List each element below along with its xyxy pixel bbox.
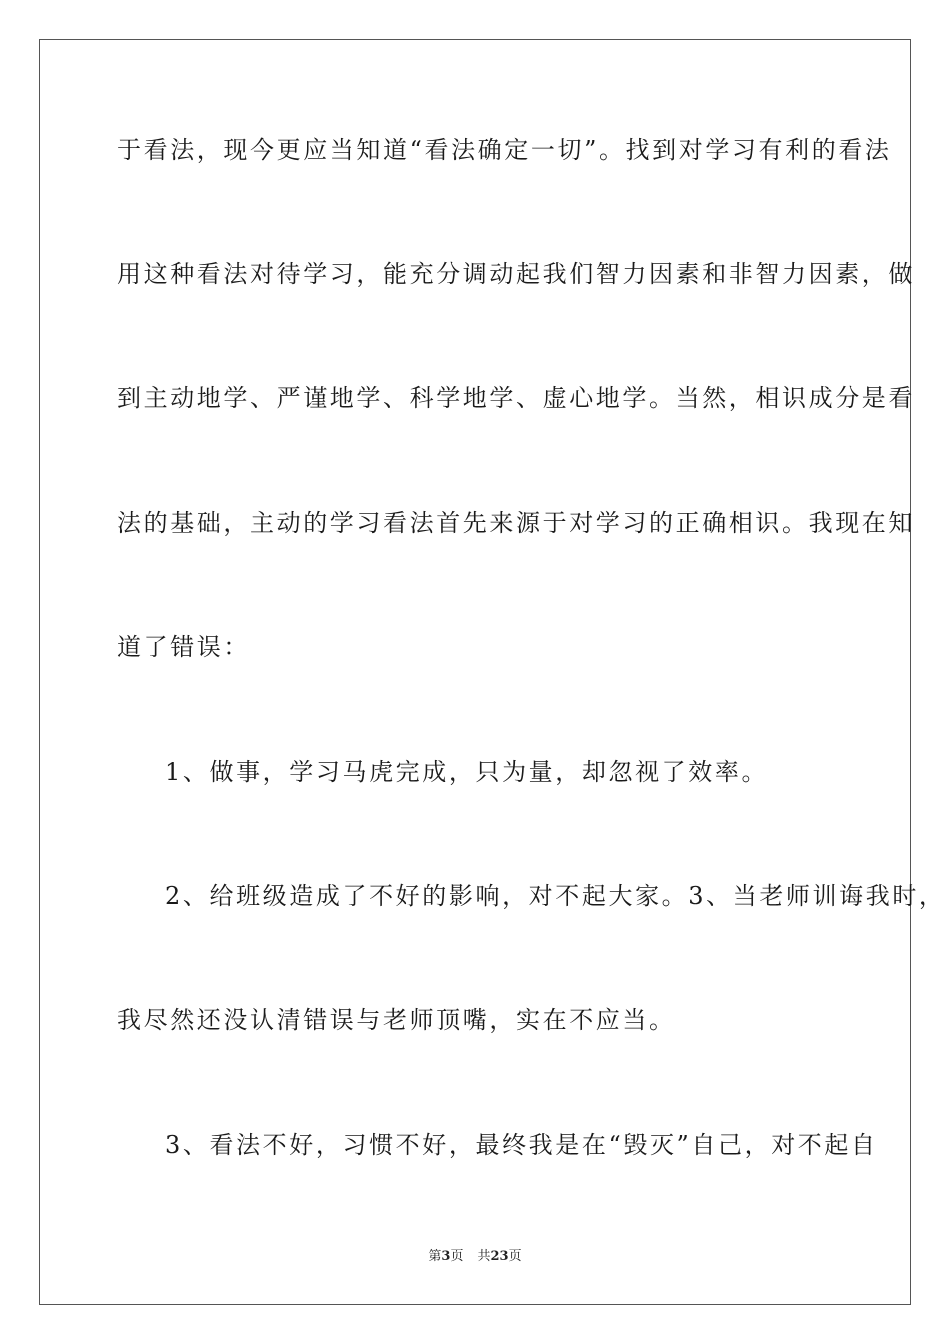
page-footer [0,1248,950,1266]
list-item: 2、给班级造成了不好的影响，对不起大家。3、当老师训诲我时， [165,882,946,910]
page-unit: 页 [450,1249,464,1264]
text-line: 道了错误： [117,633,250,661]
text-line: 我尽然还没认清错误与老师顶嘴，实在不应当。 [117,1006,676,1034]
page-frame [39,39,946,1305]
total-unit: 页 [508,1249,522,1264]
text-line: 用这种看法对待学习，能充分调动起我们智力因素和非智力因素，做 [117,260,915,288]
list-item: 3、看法不好，习惯不好，最终我是在“毁灭”自己，对不起自 [165,1131,878,1159]
text-line: 到主动地学、严谨地学、科学地学、虚心地学。当然，相识成分是看 [117,384,915,412]
page-current: 3 [441,1249,451,1264]
page-total: 23 [490,1249,509,1264]
list-item: 1、做事，学习马虎完成，只为量，却忽视了效率。 [165,758,769,786]
text-line: 于看法，现今更应当知道“看法确定一切”。找到对学习有利的看法 [117,136,892,164]
text-line: 法的基础，主动的学习看法首先来源于对学习的正确相识。我现在知 [117,509,915,537]
total-prefix: 共 [477,1249,491,1264]
page-prefix: 第 [428,1249,442,1264]
